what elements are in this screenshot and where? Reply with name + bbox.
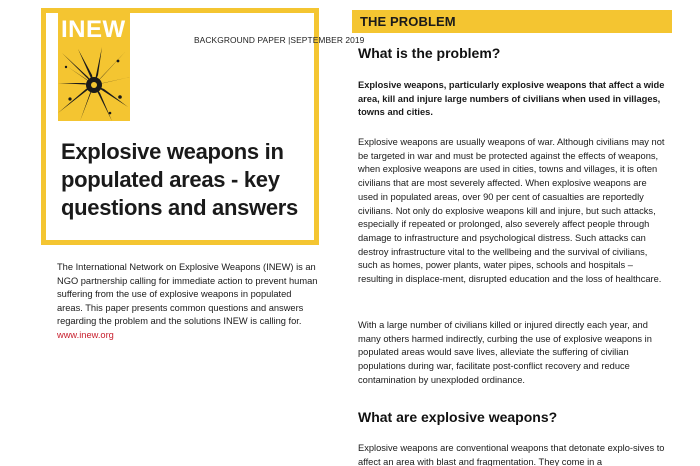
logo-text: INEW xyxy=(61,16,126,43)
body-paragraph: Explosive weapons are usually weapons of war. Although civilians may not be targeted in war and must be protected against the effects of weapons, when explosive weapons are used in cities, towns and villages, it is often civilians that are most severely affected. When explosive weapons are used in populated areas, over 90 per cent of casualties are reportedly civilians. Not only do explosive weapons kill and injure, but such attacks, especially if repeated or prolonged, also severely affect people through damage to infrastructure and psychological distress. Such attacks can destroy infrastructure vital to the wellbeing and the survival of civilians, such as homes, power plants, water pipes, schools and hospitals – resulting in displace-ment, disrupted education and the loss of healthcare. xyxy=(358,137,665,285)
document-title: Explosive weapons in populated areas - key questions and answers xyxy=(61,139,298,220)
section-banner xyxy=(352,10,672,33)
lead-paragraph: Explosive weapons, particularly explosive weapons that affect a wide area, kill and injure large numbers of civilians when used in villages, towns and cities. xyxy=(358,80,665,118)
inew-logo[interactable] xyxy=(58,13,130,121)
intro-text: The International Network on Explosive Weapons (INEW) is an NGO partnership calling for immediate action to prevent human suffering from the use of explosive weapons in populated areas. This paper presents common questions and answers regarding the problem and the solutions INEW is calling for. xyxy=(57,262,318,327)
body-paragraph: With a large number of civilians killed or injured directly each year, and many others harmed indirectly, curbing the use of explosive weapons in populated areas would save lives, alleviate the suffering of civilian populations during war, facilitate post-conflict recovery and reduce contamination by unexploded ordinance. xyxy=(358,320,652,385)
intro-paragraph xyxy=(57,261,319,343)
paper-meta: BACKGROUND PAPER |SEPTEMBER 2019 xyxy=(194,35,365,45)
body-paragraph: Explosive weapons are conventional weapons that detonate explo-sives to affect an area with blast and fragmentation. They come in a xyxy=(358,443,665,466)
explosion-icon xyxy=(58,47,130,121)
website-link[interactable]: www.inew.org xyxy=(57,329,114,340)
title-box xyxy=(41,8,365,245)
section-label: THE PROBLEM xyxy=(360,14,456,29)
question-heading-weapons: What are explosive weapons? xyxy=(358,409,558,425)
question-heading-problem: What is the problem? xyxy=(358,45,501,61)
